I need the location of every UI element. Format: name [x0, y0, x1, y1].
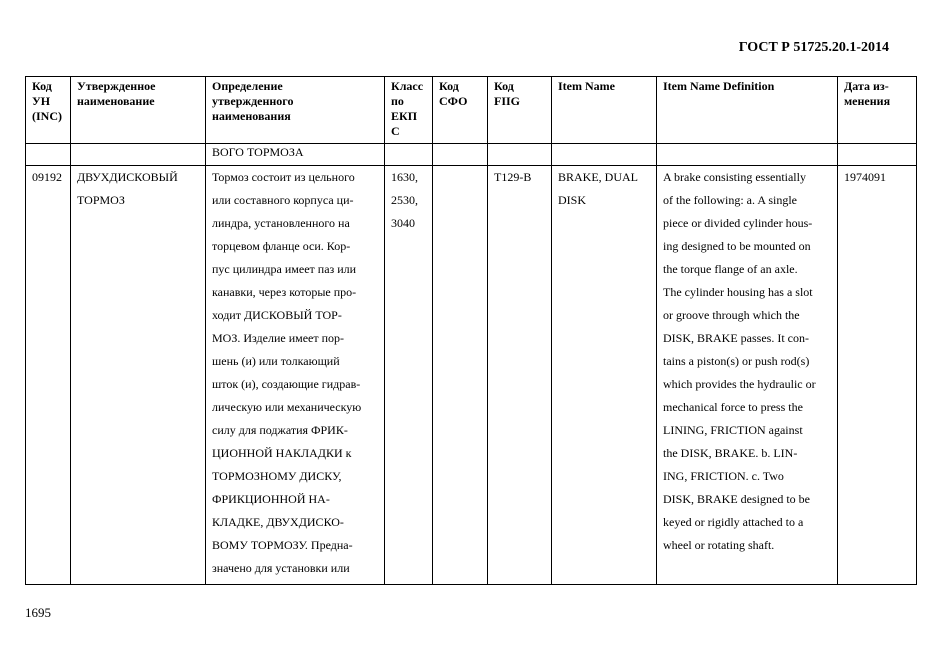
cell-definition-continuation: ВОГО ТОРМОЗА: [206, 144, 385, 166]
cell-sfo: [433, 166, 488, 585]
col-header-change-date: [838, 77, 917, 144]
text-line: keyed or rigidly attached to a: [663, 515, 804, 529]
cell-empty: [71, 144, 206, 166]
col-header-sfo: [433, 77, 488, 144]
text-line: the DISK, BRAKE. b. LIN-: [663, 446, 798, 460]
table-row: [26, 166, 917, 585]
text-line: BRAKE, DUAL: [558, 170, 638, 184]
text-line: ДВУХДИСКОВЫЙ: [77, 170, 178, 184]
page-number: 1695: [25, 605, 51, 620]
continuation-row: [26, 144, 917, 166]
text-line: торцевом фланце оси. Кор-: [212, 239, 351, 253]
text-line: FIIG: [494, 94, 521, 108]
cell-empty: [838, 144, 917, 166]
cell-empty: [433, 144, 488, 166]
text-line: Код: [439, 79, 459, 93]
text-line: Тормоз состоит из цельного: [212, 170, 355, 184]
cell-empty: [552, 144, 657, 166]
text-line: Утвержденное: [77, 79, 156, 93]
text-line: ЦИОННОЙ НАКЛАДКИ к: [212, 446, 352, 460]
cell-approved-name: [71, 166, 206, 585]
table-header-row: [26, 77, 917, 144]
text-line: УН: [32, 94, 51, 108]
text-line: or groove through which the: [663, 308, 800, 322]
text-line: of the following: a. A single: [663, 193, 797, 207]
text-line: или составного корпуса ци-: [212, 193, 354, 207]
document-title: ГОСТ Р 51725.20.1-2014: [738, 40, 889, 55]
text-line: наименование: [77, 94, 155, 108]
text-line: канавки, через которые про-: [212, 285, 357, 299]
text-line: СФО: [439, 94, 468, 108]
text-line: ING, FRICTION. c. Two: [663, 469, 784, 483]
text-line: which provides the hydraulic or: [663, 377, 816, 391]
text-line: шень (и) или толкающий: [212, 354, 340, 368]
text-line: ТОРМОЗНОМУ ДИСКУ,: [212, 469, 342, 483]
text-line: LINING, FRICTION against: [663, 423, 803, 437]
text-line: КЛАДКЕ, ДВУХДИСКО-: [212, 515, 344, 529]
text-line: Item Name: [558, 79, 615, 93]
text-line: piece or divided cylinder hous-: [663, 216, 813, 230]
cell-item-definition: [657, 166, 838, 585]
cell-fiig: T129-B: [488, 166, 552, 585]
text-line: Определение: [212, 79, 283, 93]
text-line: значено для установки или: [212, 561, 350, 575]
text-line: the torque flange of an axle.: [663, 262, 798, 276]
text-line: лическую или механическую: [212, 400, 362, 414]
text-line: ing designed to be mounted on: [663, 239, 811, 253]
text-line: DISK: [558, 193, 587, 207]
text-line: 2530,: [391, 193, 418, 207]
text-line: утвержденного: [212, 94, 294, 108]
text-line: 3040: [391, 216, 415, 230]
col-header-item-name: [552, 77, 657, 144]
text-line: наименования: [212, 109, 291, 123]
text-line: ходит ДИСКОВЫЙ ТОР-: [212, 308, 342, 322]
cell-empty: [26, 144, 71, 166]
text-line: Класс: [391, 79, 424, 93]
item-name-table: [25, 76, 917, 585]
text-line: менения: [844, 94, 891, 108]
text-line: ВОМУ ТОРМОЗУ. Предна-: [212, 538, 353, 552]
cell-change-date: 1974091: [838, 166, 917, 585]
text-line: The cylinder housing has a slot: [663, 285, 813, 299]
cell-empty: [488, 144, 552, 166]
col-header-fiig: [488, 77, 552, 144]
text-line: Item Name Definition: [663, 79, 775, 93]
text-line: DISK, BRAKE passes. It con-: [663, 331, 809, 345]
text-line: линдра, установленного на: [212, 216, 350, 230]
text-line: 1630,: [391, 170, 418, 184]
text-line: С: [391, 124, 400, 138]
cell-class: [385, 166, 433, 585]
col-header-definition: [206, 77, 385, 144]
cell-item-name: [552, 166, 657, 585]
text-line: (INC): [32, 109, 62, 123]
cell-empty: [657, 144, 838, 166]
text-line: МОЗ. Изделие имеет пор-: [212, 331, 345, 345]
col-header-inc: [26, 77, 71, 144]
col-header-class: [385, 77, 433, 144]
col-header-approved-name: [71, 77, 206, 144]
text-line: шток (и), создающие гидрав-: [212, 377, 361, 391]
text-line: Код: [494, 79, 514, 93]
text-line: DISK, BRAKE designed to be: [663, 492, 810, 506]
text-line: Код: [32, 79, 52, 93]
cell-definition: [206, 166, 385, 585]
text-line: ТОРМОЗ: [77, 193, 125, 207]
text-line: ФРИКЦИОННОЙ НА-: [212, 492, 330, 506]
cell-empty: [385, 144, 433, 166]
text-line: wheel or rotating shaft.: [663, 538, 775, 552]
text-line: tains a piston(s) or push rod(s): [663, 354, 810, 368]
text-line: mechanical force to press the: [663, 400, 803, 414]
text-line: Дата из-: [844, 79, 889, 93]
text-line: по: [391, 94, 404, 108]
text-line: ЕКП: [391, 109, 418, 123]
cell-inc-code: 09192: [26, 166, 71, 585]
col-header-item-definition: [657, 77, 838, 144]
text-line: силу для поджатия ФРИК-: [212, 423, 348, 437]
text-line: пус цилиндра имеет паз или: [212, 262, 357, 276]
text-line: A brake consisting essentially: [663, 170, 806, 184]
